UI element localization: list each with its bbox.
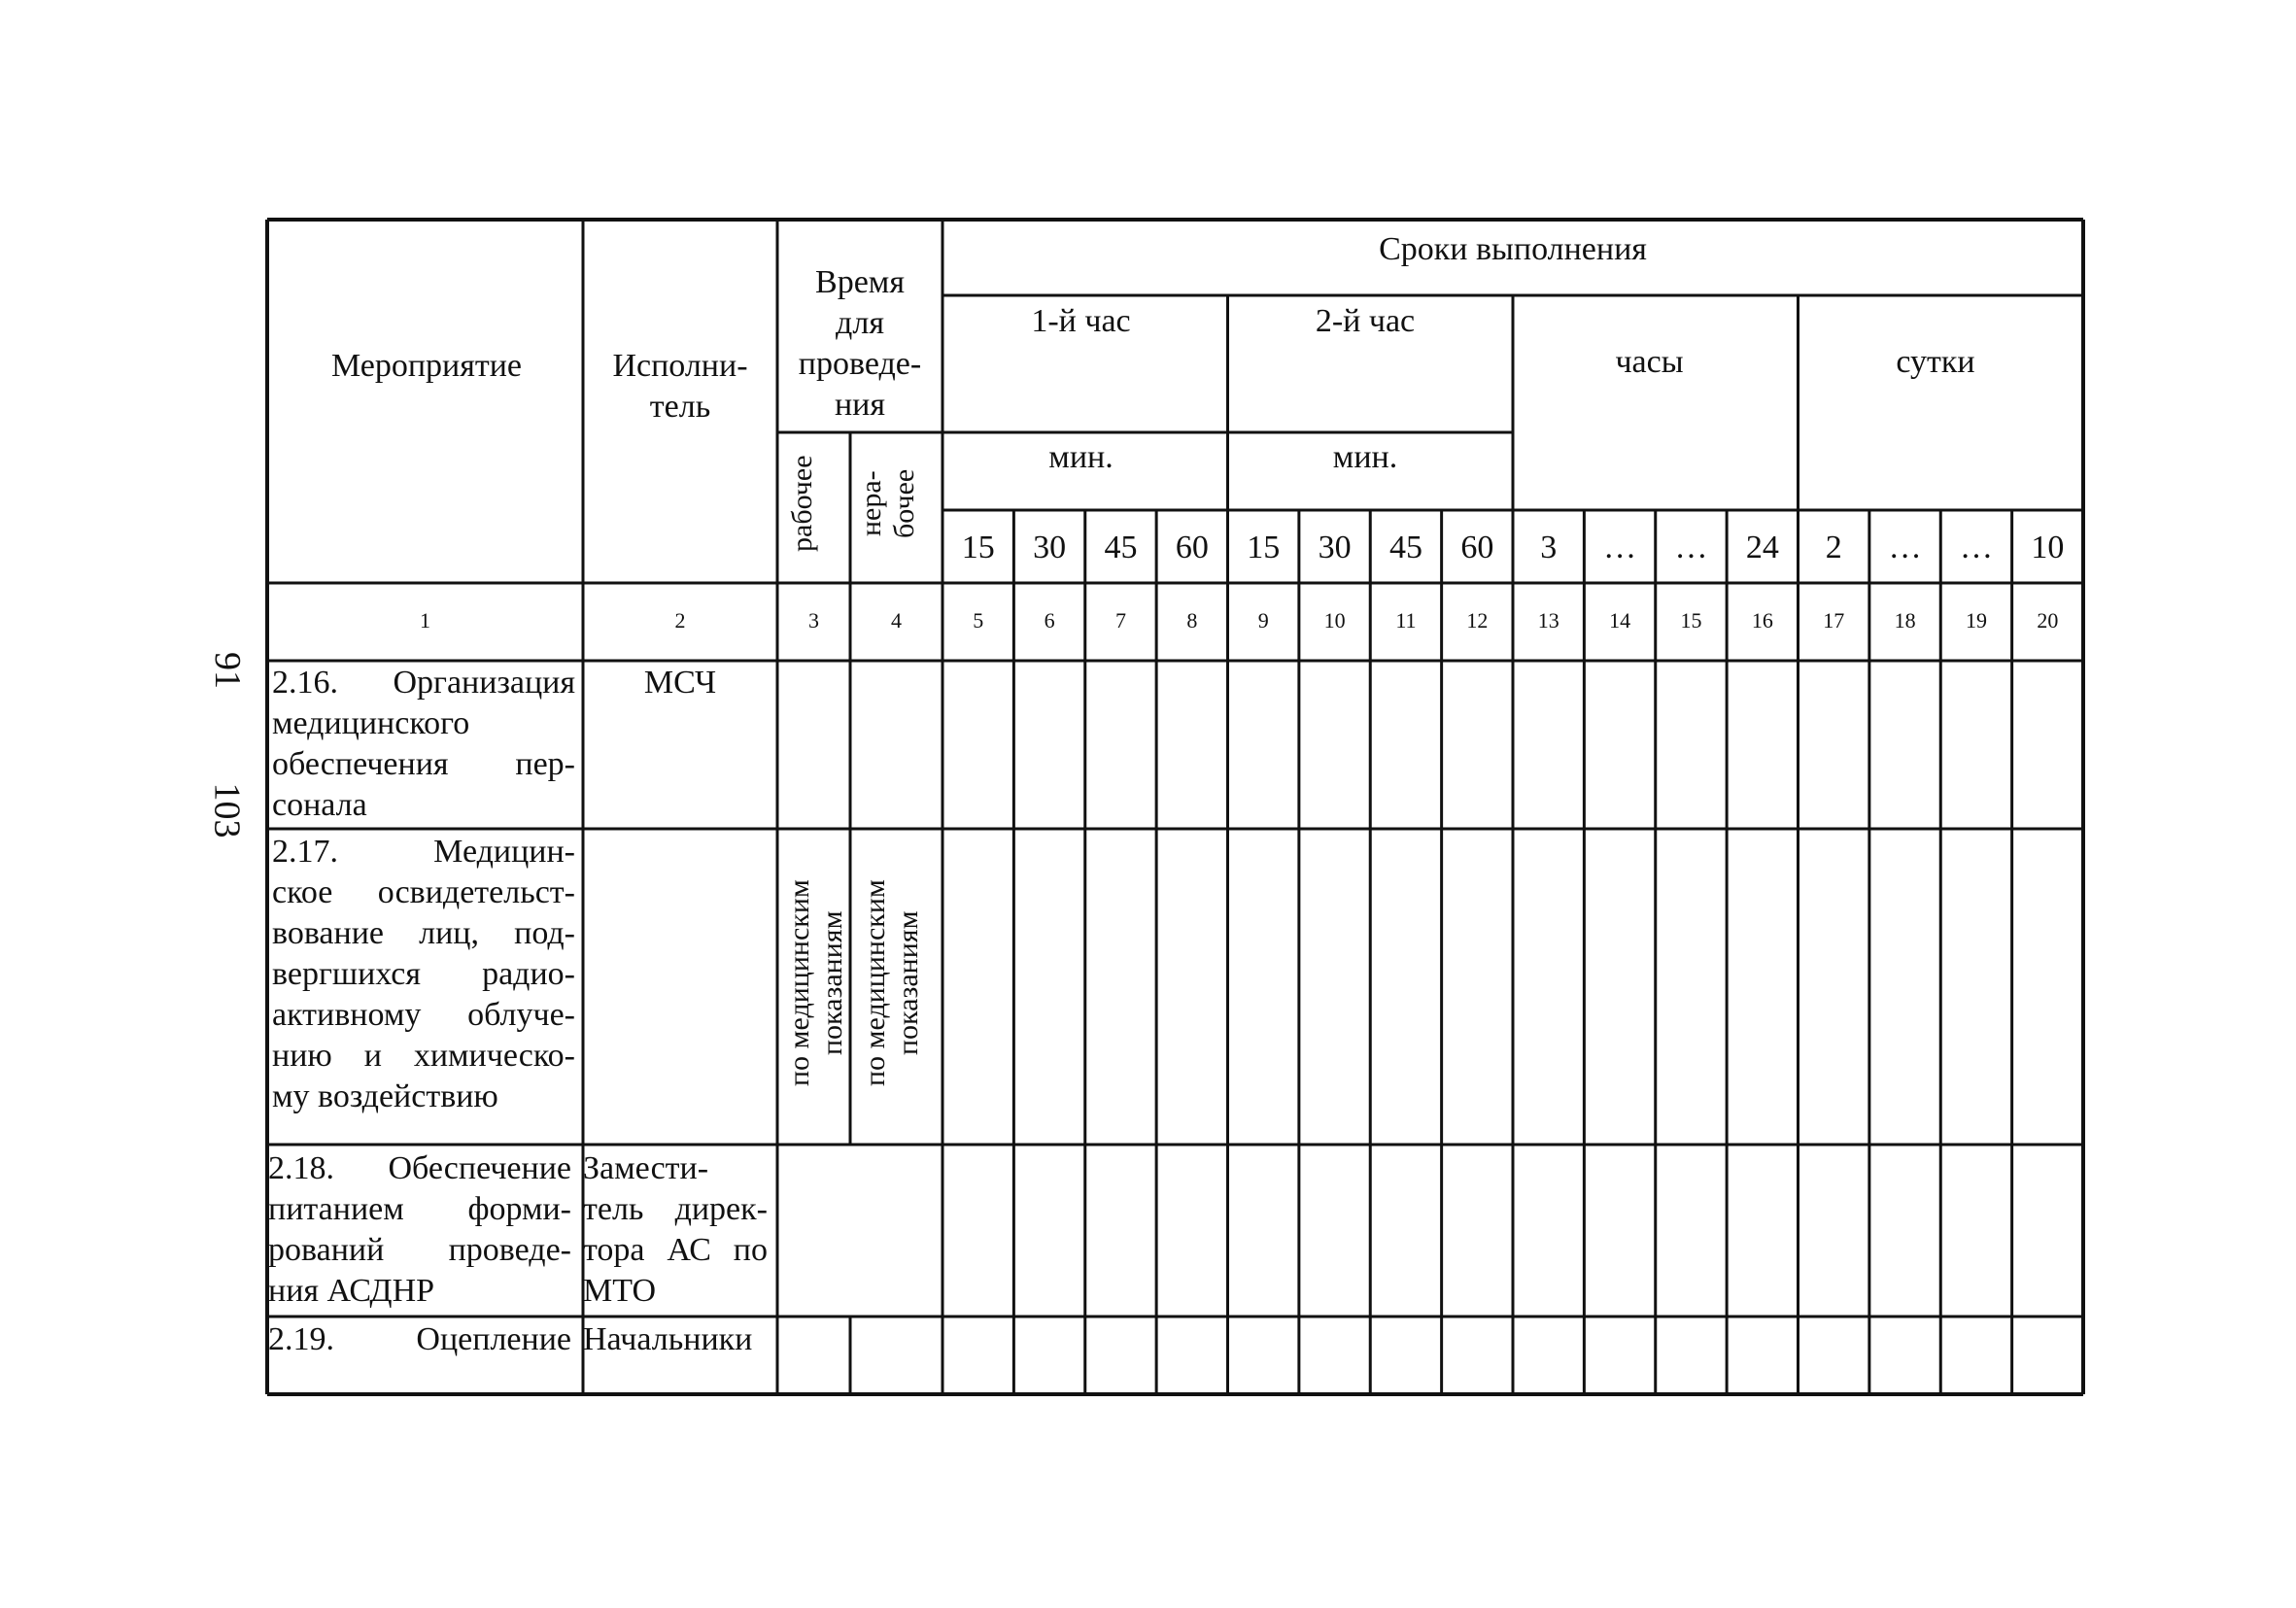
row-2-17-nonworking: по медицинским показаниям	[859, 879, 924, 1087]
page-number-top: 91	[207, 652, 248, 689]
sub-value-cell: 60	[1460, 530, 1494, 565]
column-number-cell: 17	[1823, 608, 1845, 633]
header-executor: Исполни- тель	[612, 348, 748, 425]
sub-value-cell: 3	[1540, 530, 1558, 565]
header-hours: часы	[1615, 344, 1684, 380]
sub-value-cell: 10	[2031, 530, 2065, 565]
sub-value-cell: 2	[1825, 530, 1842, 565]
column-number-cell: 13	[1537, 608, 1559, 633]
sub-value-cell: 15	[1247, 530, 1281, 565]
sub-value-cell: …	[1674, 530, 1708, 565]
column-number-cell: 1	[420, 608, 430, 633]
column-number-cell: 7	[1114, 608, 1126, 633]
column-number-cell: 8	[1186, 608, 1198, 633]
row-2-19-event: 2.19. Оцепление	[268, 1321, 571, 1357]
column-number-cell: 12	[1466, 608, 1489, 633]
header-min1: мин.	[1048, 439, 1114, 475]
sub-value-cell: 30	[1318, 530, 1352, 565]
column-number-cell: 9	[1257, 608, 1269, 633]
sub-value-cell: 30	[1033, 530, 1067, 565]
row-2-17-working: по медицинским показаниям	[783, 879, 848, 1087]
column-number-cell: 6	[1044, 608, 1055, 633]
sub-value-cell: …	[1603, 530, 1637, 565]
column-number-cell: 20	[2037, 608, 2059, 633]
header-hour1: 1-й час	[1031, 303, 1131, 339]
sub-value-cell: …	[1888, 530, 1922, 565]
column-number-cell: 15	[1680, 608, 1702, 633]
row-2-17-event: 2.17. Медицин- ское освидетельст- вование лиц, под- вергшихся радио- активному облуче- нию и химическо- му воздействию	[272, 834, 575, 1114]
header-event: Мероприятие	[330, 348, 523, 384]
header-time: Время для проведе- ния	[798, 264, 922, 423]
column-number-cell: 5	[973, 608, 984, 633]
page-number-bottom: 103	[206, 782, 248, 838]
header-hour2: 2-й час	[1315, 303, 1416, 339]
row-2-16-executor: МСЧ	[643, 665, 717, 701]
column-number-cell: 3	[808, 608, 819, 633]
column-number-cell: 4	[891, 608, 902, 633]
header-days: сутки	[1896, 344, 1975, 380]
row-2-18-executor: Замести- тель дирек- тора АС по МТО	[583, 1150, 768, 1309]
header-nonworking: нера- бочее	[855, 468, 920, 538]
column-number-cell: 11	[1395, 608, 1417, 633]
row-2-18-event: 2.18. Обеспечение питанием форми- рований проведе- ния АСДНР	[268, 1150, 571, 1309]
column-number-cell: 14	[1609, 608, 1631, 633]
column-number-cell: 18	[1894, 608, 1916, 633]
sub-value-cell: 45	[1388, 530, 1422, 565]
sub-value-cell: …	[1959, 530, 1993, 565]
header-working: рабочее	[786, 455, 818, 552]
header-min2: мин.	[1332, 439, 1398, 475]
sub-value-cell: 45	[1104, 530, 1138, 565]
column-number-cell: 19	[1965, 608, 1987, 633]
row-2-16-event: 2.16. Организация медицинского обеспечения пер- сонала	[272, 665, 575, 823]
sub-value-cell: 24	[1745, 530, 1779, 565]
sub-value-cell: 15	[961, 530, 995, 565]
row-2-19-executor: Начальники	[583, 1321, 753, 1357]
column-number-cell: 10	[1323, 608, 1346, 633]
sub-value-cell: 60	[1175, 530, 1209, 565]
column-number-cell: 2	[674, 608, 686, 633]
column-number-cell: 16	[1751, 608, 1773, 633]
header-deadlines: Сроки выполнения	[1379, 231, 1647, 267]
